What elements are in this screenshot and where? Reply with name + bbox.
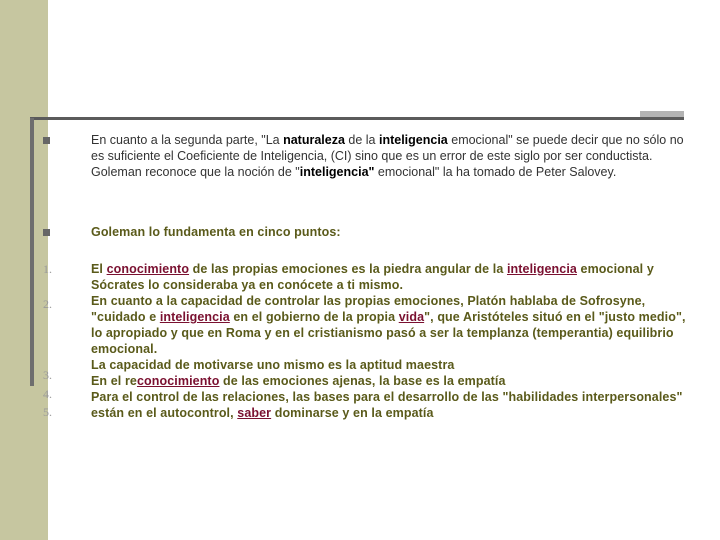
text-run: El	[91, 262, 107, 276]
text-run: Para el control de las relaciones, las bases para el desarrollo de las "habilidades interpersonales" están en el autocontrol,	[91, 390, 683, 420]
vertical-rule	[30, 118, 34, 386]
link-conocimiento[interactable]: conocimiento	[106, 262, 190, 276]
text-run: En el re	[91, 374, 137, 388]
list-item-2	[91, 293, 691, 357]
link-conocimiento[interactable]: conocimiento	[136, 374, 220, 388]
text-run: de las emociones ajenas, la base es la empatía	[219, 374, 506, 388]
text-run: emocional" la ha tomado de Peter Salovey.	[374, 165, 617, 179]
text-run: emocional" se puede decir que no sólo no es suficiente el Coeficiente de Inteligencia, (CI) sino que es un error de este siglo por ser conductista. Goleman reconoce que la noción de "	[91, 133, 684, 179]
text-run: En cuanto a la segunda parte, "La	[91, 133, 284, 147]
paragraph-five-points: Goleman lo fundamenta en cinco puntos:	[91, 225, 341, 239]
text-run: En cuanto a la capacidad de controlar las propias emociones, Platón hablaba de Sofrosyne, "cuidado e	[91, 294, 646, 324]
list-number: 4.	[43, 387, 52, 401]
link-vida[interactable]: vida	[398, 310, 425, 324]
bold-term: inteligencia"	[299, 165, 375, 179]
list-item-1	[91, 261, 691, 293]
list-number: 2.	[43, 297, 52, 311]
text-run: de la	[344, 133, 379, 147]
square-bullet-icon	[43, 137, 50, 144]
horizontal-rule	[30, 117, 684, 120]
list-item-3: La capacidad de motivarse uno mismo es la aptitud maestra	[91, 358, 455, 372]
link-inteligencia[interactable]: inteligencia	[506, 262, 577, 276]
numbered-list	[91, 261, 691, 421]
text-run: ", que Aristóteles situó en el "justo medio", lo apropiado y que en Roma y en el cristianismo pasó a ser la templanza (temperantia) equilibrio emocional.	[91, 310, 686, 356]
list-number: 1.	[43, 262, 52, 276]
link-inteligencia[interactable]: inteligencia	[159, 310, 230, 324]
text-run: en el gobierno de la propia	[229, 310, 399, 324]
text-run: dominarse y en la empatía	[271, 406, 434, 420]
bold-term: naturaleza	[283, 133, 345, 147]
list-number: 3.	[43, 368, 52, 382]
paragraph-intro	[91, 132, 691, 180]
text-run: de las propias emociones es la piedra angular de la	[189, 262, 507, 276]
text-run: emocional y Sócrates lo consideraba ya en conócete a ti mismo.	[91, 262, 654, 292]
bold-term: inteligencia	[378, 133, 448, 147]
list-number: 5.	[43, 405, 52, 419]
list-item-4	[91, 373, 691, 389]
list-item-5	[91, 389, 691, 421]
square-bullet-icon	[43, 229, 50, 236]
link-saber[interactable]: saber	[237, 406, 272, 420]
